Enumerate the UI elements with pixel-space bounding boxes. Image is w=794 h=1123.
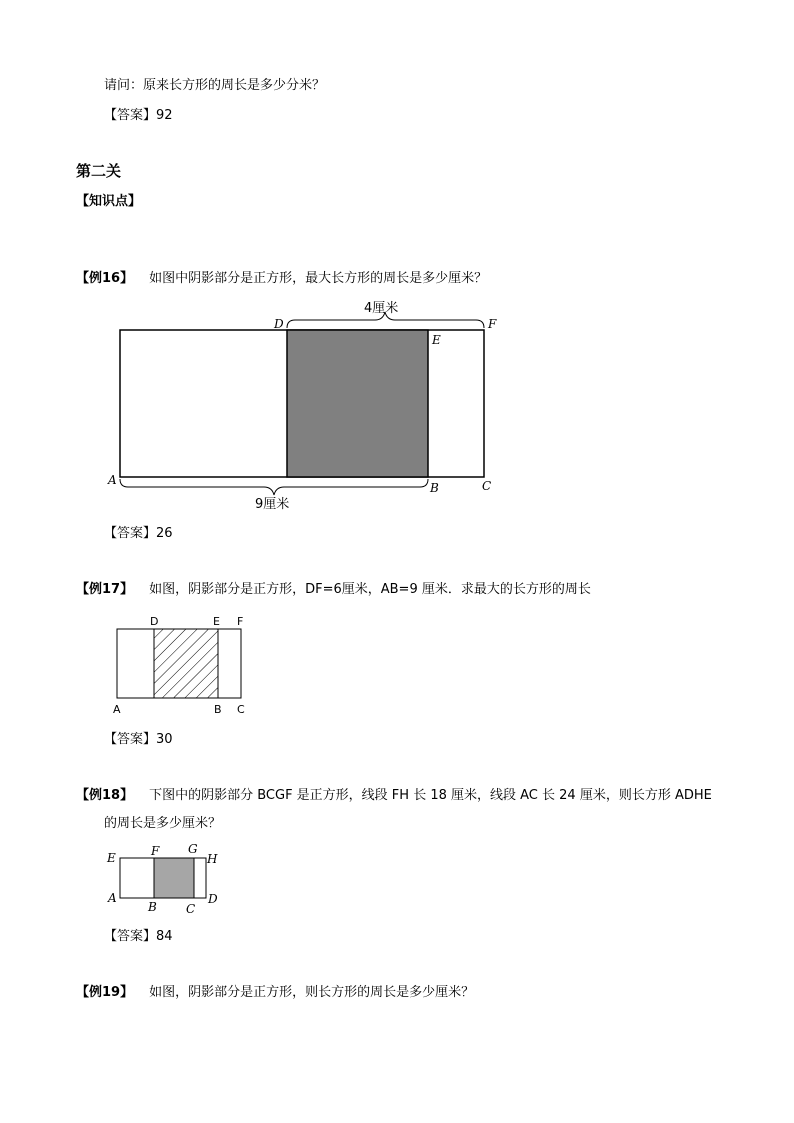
ex16-point-f: F: [488, 317, 497, 331]
ex18-shaded-square: [154, 858, 194, 898]
ex16-point-e: E: [432, 333, 441, 347]
ex18-point-a: A: [108, 891, 117, 905]
ex16-text: 如图中阴影部分是正方形，最大长方形的周长是多少厘米？: [149, 271, 488, 286]
ex19-label: 【例19】: [76, 985, 134, 1000]
ex16-bottom-dim: 9厘米: [255, 497, 290, 512]
ex17-point-f: F: [237, 615, 244, 628]
ex18-point-d: D: [208, 892, 218, 906]
ex16-label: 【例16】: [76, 271, 134, 286]
answer-label: 【答案】: [104, 732, 157, 747]
answer-value: 30: [156, 732, 173, 747]
ex17-label: 【例17】: [76, 582, 134, 597]
ex18-point-h: H: [207, 852, 218, 866]
ex18-text-line1: 下图中的阴影部分 BCGF 是正方形，线段 FH 长 18 厘米，线段 AC 长 24 厘米，则长方形 ADHE: [149, 788, 712, 803]
answer-value: 84: [156, 929, 173, 944]
answer-label: 【答案】: [104, 108, 157, 123]
ex16-point-a: A: [108, 473, 117, 487]
knowledge-label: 【知识点】: [76, 194, 142, 209]
ex18-point-b: B: [148, 900, 157, 914]
ex18-point-c: C: [186, 902, 196, 916]
intro-question: 请问：原来长方形的周长是多少分米？: [104, 78, 326, 93]
ex16-point-d: D: [274, 317, 284, 331]
ex19-question: [76, 985, 474, 1001]
ex16-point-b: B: [430, 481, 439, 495]
ex16-point-c: C: [482, 479, 492, 493]
ex16-top-dim: 4厘米: [364, 301, 399, 316]
ex17-point-e: E: [213, 615, 220, 628]
ex18-answer: [104, 929, 173, 945]
ex17-point-c: C: [237, 703, 245, 716]
ex18-question-line2: 的周长是多少厘米？: [104, 816, 222, 831]
ex17-text: 如图，阴影部分是正方形，DF=6厘米，AB=9 厘米．求最大的长方形的周长: [149, 582, 591, 597]
ex18-label: 【例18】: [76, 788, 134, 803]
answer-value: 92: [156, 108, 173, 123]
ex19-text: 如图，阴影部分是正方形，则长方形的周长是多少厘米？: [149, 985, 475, 1000]
answer-label: 【答案】: [104, 526, 157, 541]
ex18-point-f: F: [151, 844, 160, 858]
answer-label: 【答案】: [104, 929, 157, 944]
section-title: 第二关: [76, 162, 122, 180]
ex18-point-g: G: [188, 842, 198, 856]
ex18-point-e: E: [107, 851, 116, 865]
ex17-point-b: B: [214, 703, 222, 716]
ex17-point-d: D: [150, 615, 159, 628]
ex17-point-a: A: [113, 703, 121, 716]
answer-value: 26: [156, 526, 173, 541]
